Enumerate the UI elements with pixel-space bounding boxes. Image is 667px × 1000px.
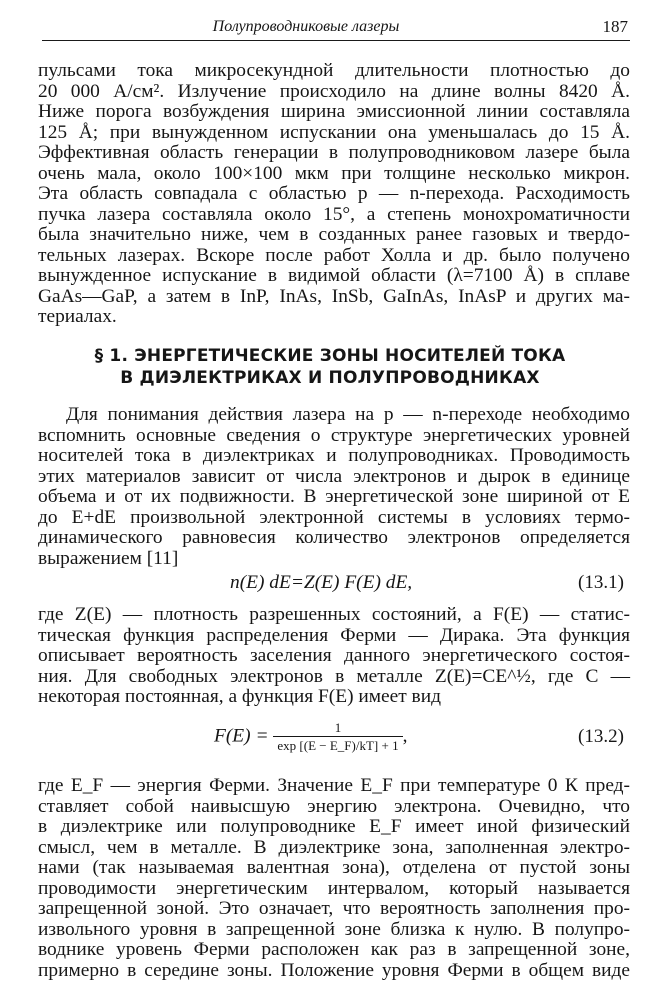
text-line: пучка лазера составляла около 15°, а степень монохроматичности: [38, 203, 630, 225]
text-line: Эта область совпадала с областью p — n-перехода. Расходимость: [38, 183, 630, 204]
equation-13-2-trail: ,: [402, 725, 408, 747]
text-line: некоторая постоянная, а функция F(E) имеет вид: [38, 686, 441, 707]
equation-13-2-lhs: F(E) =: [214, 725, 269, 747]
text-line: тельных лазерах. Вскоре после работ Холла и др. было получено: [38, 244, 630, 266]
text-line: смысл, чем в металле. В диэлектрике зона, заполненная электро-: [38, 836, 630, 858]
section-heading-line-2: В ДИЭЛЕКТРИКАХ И ПОЛУПРОВОДНИКАХ: [120, 368, 540, 388]
equation-number-13-1: (13.1): [578, 572, 624, 593]
text-line: тическая функция распределения Ферми — Дирака. Эта функция: [38, 624, 630, 646]
text-line: вынужденное испускание в видимой области (λ=7100 Å) в сплаве: [38, 265, 630, 286]
fraction: [273, 720, 402, 754]
text-line: ставляет собой наивысшую энергию электрона. Очевидно, что: [38, 795, 630, 817]
text-line: где E_F — энергия Ферми. Значение E_F при температуре 0 К пред-: [38, 775, 630, 796]
text-line: воднике уровень Ферми расположен как раз в запрещенной зоне,: [38, 939, 630, 960]
text-line: GaAs—GaP, а затем в InP, InAs, InSb, GaInAs, InAsP и других ма-: [38, 285, 630, 307]
text-line: Ниже порога возбуждения ширина эмиссионной линии составляла: [38, 101, 630, 122]
text-line: где Z(E) — плотность разрешенных состояний, а F(E) — статис-: [38, 604, 630, 625]
running-title: Полупроводниковые лазеры: [212, 18, 400, 35]
text-line: ния. Для свободных электронов в металле Z(E)=CE^½, где C —: [38, 665, 630, 687]
fraction-denominator: exp [(E − E_F)/kT] + 1: [273, 736, 402, 754]
text-line: до E+dE произвольной электронной системы в условиях термо-: [38, 506, 630, 528]
section-heading-line-1: § 1. ЭНЕРГЕТИЧЕСКИЕ ЗОНЫ НОСИТЕЛЕЙ ТОКА: [94, 346, 566, 366]
text-line: объема и от их подвижности. В энергетической зоне шириной от E: [38, 486, 630, 507]
text-line: 125 Å; при вынужденном испускании она уменьшалась до 15 Å.: [38, 121, 630, 143]
text-line: выражением [11]: [38, 547, 179, 569]
running-header: [42, 14, 630, 41]
text-line: 20 000 А/см². Излучение происходило на длине волны 8420 Å.: [38, 80, 630, 102]
text-line: очень мала, около 100×100 мкм при толщине несколько микрон.: [38, 162, 630, 184]
text-line: этих материалов зависит от числа электронов и дырок в единице: [38, 465, 630, 487]
text-line: извольного уровня в запрещенной зоне близка к нулю. В полупро-: [38, 918, 630, 940]
equation-13-2: [214, 720, 407, 754]
text-line: была значительно ниже, чем в созданных ранее газовых и твердо-: [38, 224, 630, 245]
text-line: Эффективная область генерации в полупроводниковом лазере была: [38, 142, 630, 163]
text-line: динамического равновесия количество электронов определяется: [38, 527, 630, 548]
text-line: териалах.: [38, 306, 117, 327]
text-line: нами (так называемая валентная зона), отделена от пустой зоны: [38, 857, 630, 878]
text-line: в диэлектрике или полупроводнике E_F имеет иной физический: [38, 816, 630, 837]
fraction-numerator: 1: [334, 720, 342, 735]
page-number: 187: [602, 17, 628, 36]
text-line: проводимости энергетическим интервалом, который называется: [38, 877, 630, 899]
text-line: носителей тока в диэлектриках и полупроводниках. Проводимость: [38, 445, 630, 466]
equation-13-1: n(E) dE=Z(E) F(E) dE,: [230, 572, 413, 593]
text-line: пульсами тока микросекундной длительности плотностью до: [38, 60, 630, 81]
text-line: вспомнить основные сведения о структуре энергетических уровней: [38, 424, 630, 446]
text-line: Для понимания действия лазера на p — n-переходе необходимо: [66, 404, 630, 425]
text-line: примерно в середине зоны. Положение уровня Ферми в общем виде: [38, 959, 630, 981]
text-line: запрещенной зоной. Это означает, что вероятность заполнения про-: [38, 898, 630, 919]
text-line: описывает вероятность заселения данного энергетического состоя-: [38, 645, 630, 666]
equation-number-13-2: (13.2): [578, 726, 624, 747]
